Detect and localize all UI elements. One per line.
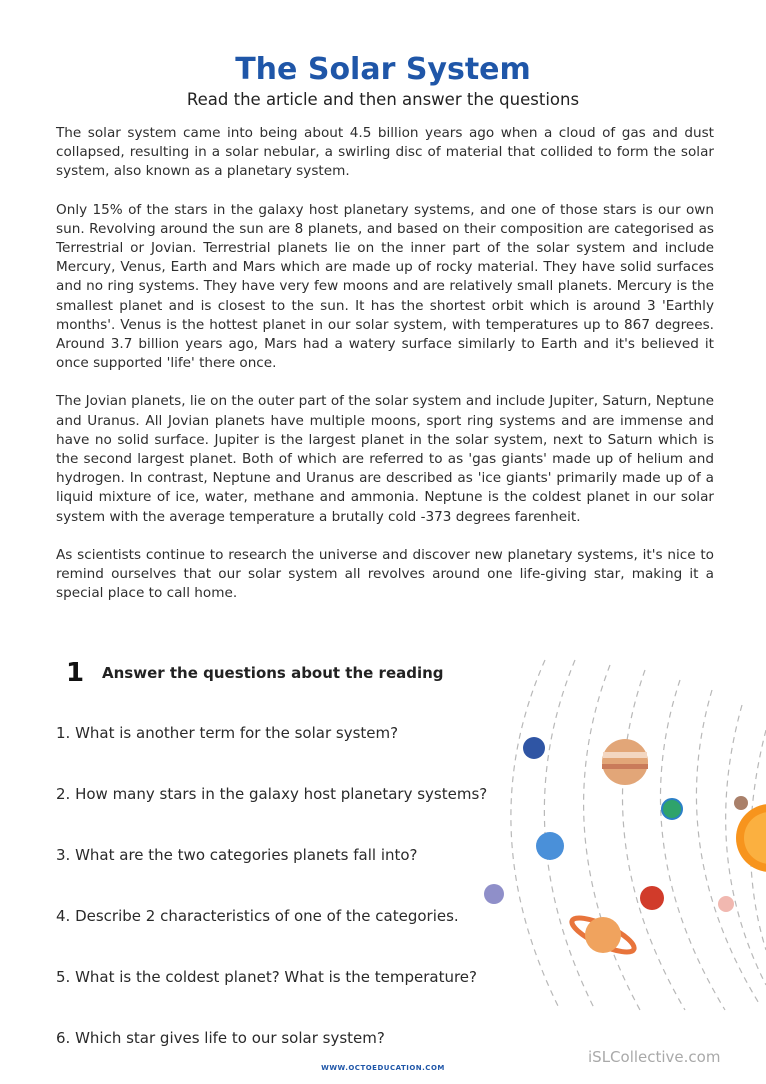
sun-icon (736, 804, 766, 872)
question-1: 1. What is another term for the solar system? (56, 724, 399, 742)
neptune-icon (523, 737, 545, 759)
footer-url[interactable]: WWW.OCTOEDUCATION.COM (321, 1064, 445, 1072)
question-5: 5. What is the coldest planet? What is the temperature? (56, 968, 477, 986)
article-paragraph: The solar system came into being about 4.5 billion years ago when a cloud of gas and dust collapsed, resulting in a solar nebular, a swirling disc of material that collided to form the solar system, also known as a planetary system. (56, 125, 714, 180)
article-paragraph: Only 15% of the stars in the galaxy host planetary systems, and one of those stars is our own sun. Revolving around the sun are 8 planets, and based on their composition are categorised as Terrestrial or Jovian. Terrestrial planets lie on the inner part of the solar system and include Mercury, Venus, Earth and Mars which are made up of rocky material. They have solid surfaces and no ring systems. They have very few moons and are relatively small planets. Mercury is the smallest planet and is closest to the sun. It has the shortest orbit which is around 3 'Earthly months'. Venus is the hottest planet in our solar system, with temperatures up to 867 degrees. Around 3.7 billion years ago, Mars had a watery surface similarly to Earth and it's believed it once supported 'life' there once. (56, 201, 714, 372)
mars-icon (640, 886, 664, 910)
article-paragraph: As scientists continue to research the universe and discover new planetary systems, it's nice to remind ourselves that our solar system all revolves around one life-giving star, making it a special place to call home. (56, 546, 714, 602)
venus-icon (718, 896, 734, 912)
question-6: 6. Which star gives life to our solar system? (56, 1029, 385, 1047)
pluto-icon (484, 884, 504, 904)
jupiter-icon (602, 739, 648, 785)
article (56, 124, 714, 622)
saturn-icon (568, 912, 638, 959)
page-title: The Solar System (235, 52, 531, 87)
page-subtitle: Read the article and then answer the questions (186, 90, 580, 109)
section-number: 1 (66, 658, 85, 688)
watermark: iSLCollective.com (588, 1048, 721, 1066)
solar-system-illustration (440, 640, 766, 1020)
article-paragraph: The Jovian planets, lie on the outer part of the solar system and include Jupiter, Saturn, Neptune and Uranus. All Jovian planets have multiple moons, sport ring systems and are immense and have no solid surface. Jupiter is the largest planet in the solar system, next to Saturn which is the second largest planet. Both of which are referred to as 'gas giants' made up of helium and hydrogen. In contrast, Neptune and Uranus are described as 'ice giants' primarily made up of a liquid mixture of ice, water, methane and ammonia. Neptune is the coldest planet in our solar system with the average temperature a brutally cold -373 degrees farenheit. (56, 393, 714, 525)
question-3: 3. What are the two categories planets fall into? (56, 846, 418, 864)
question-2: 2. How many stars in the galaxy host planetary systems? (56, 785, 488, 803)
question-4: 4. Describe 2 characteristics of one of the categories. (56, 907, 459, 925)
earth-icon (662, 799, 682, 819)
mercury-icon (734, 796, 748, 810)
section-title: Answer the questions about the reading (102, 664, 444, 682)
section-header (66, 658, 444, 688)
uranus-icon (536, 832, 564, 860)
